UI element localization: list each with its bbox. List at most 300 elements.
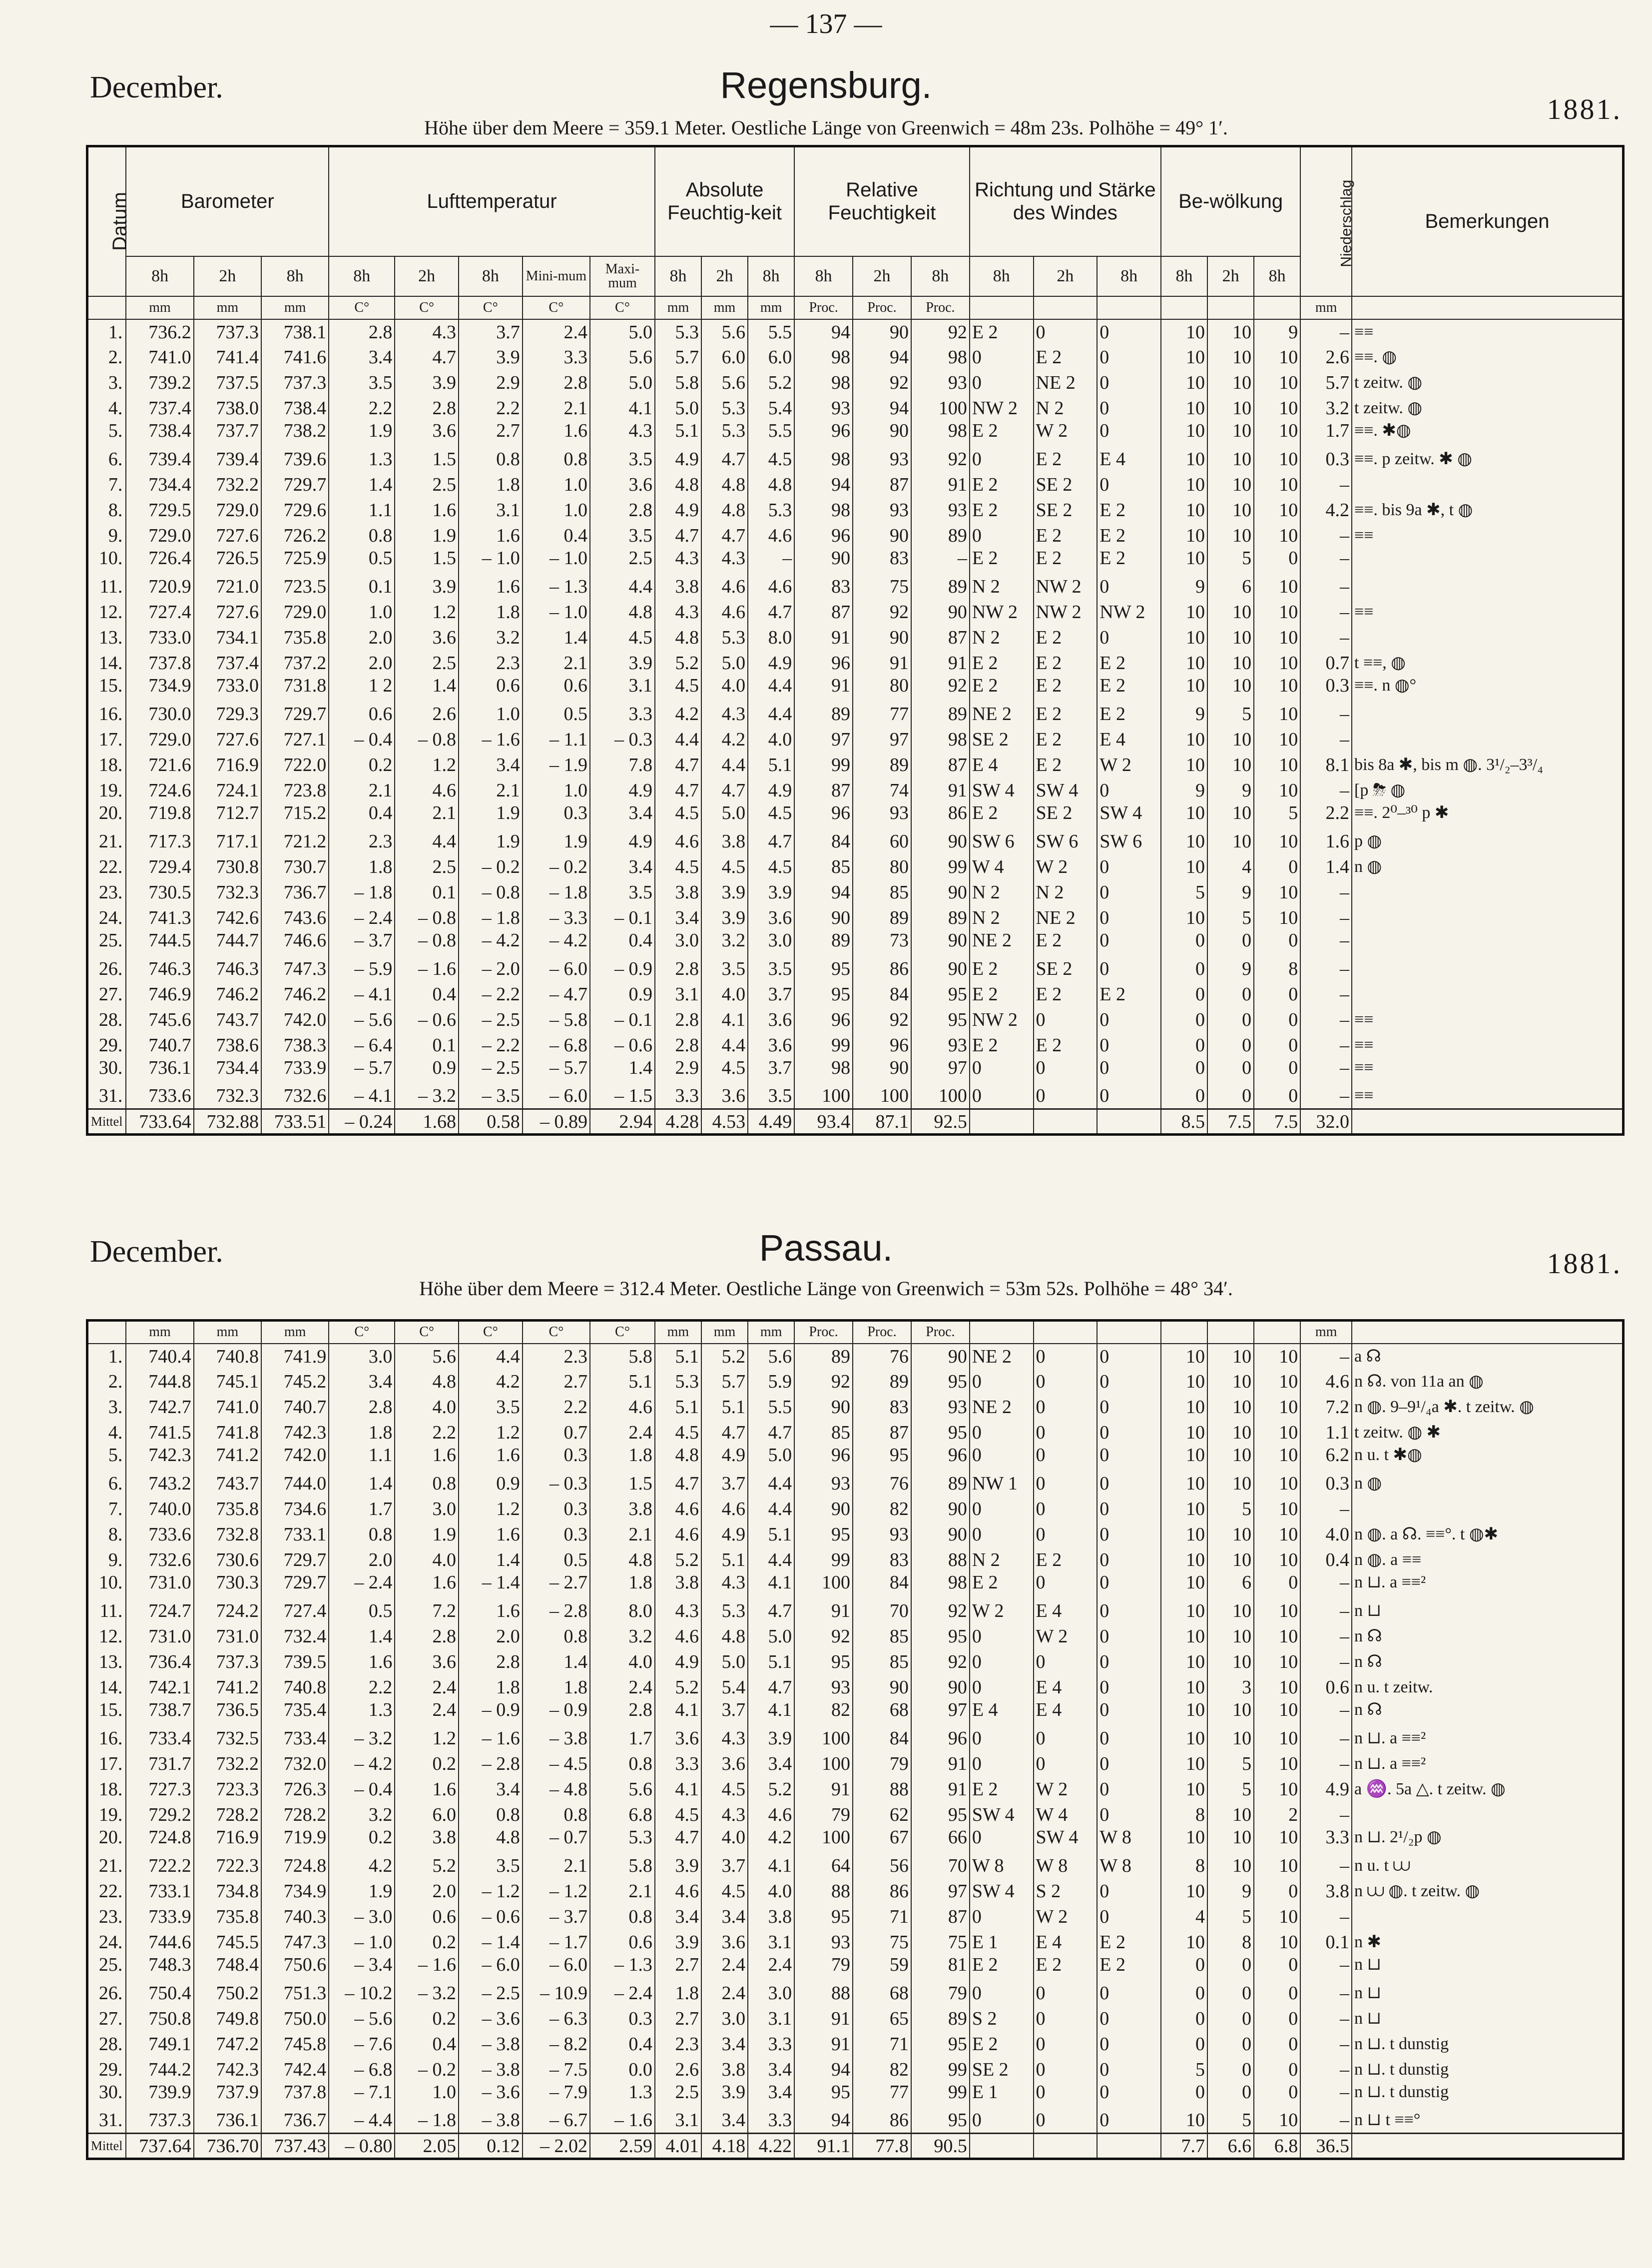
wind-cell: 0 [1097, 1598, 1161, 1624]
table-row [87, 1007, 1624, 1033]
value-cell: 3.6 [748, 1007, 794, 1033]
value-cell: 93 [794, 1471, 853, 1497]
value-cell: 5.0 [590, 319, 655, 345]
value-cell: 92 [853, 600, 911, 625]
value-cell: 5.2 [655, 651, 701, 676]
wind-cell: E 2 [1034, 676, 1098, 702]
value-cell: 10 [1254, 1522, 1300, 1547]
value-cell: 10 [1254, 600, 1300, 625]
value-cell: 4.7 [701, 1420, 748, 1446]
wind-cell: E 1 [970, 1930, 1034, 1955]
wind-cell: E 2 [1097, 676, 1161, 702]
value-cell: 4.8 [701, 1624, 748, 1649]
wind-cell: E 2 [970, 1033, 1034, 1058]
value-cell: 1.0 [395, 2083, 459, 2108]
day-cell: 24. [87, 1930, 126, 1955]
remark-cell: t zeitw. ◍ ✱ [1352, 1420, 1623, 1446]
value-cell: 1.6 [1300, 829, 1352, 854]
value-cell: 737.8 [261, 2083, 329, 2108]
remark-cell [1352, 549, 1623, 574]
value-cell: 5.8 [590, 1853, 655, 1879]
value-cell: 3.9 [395, 574, 459, 600]
value-cell: 4.01 [655, 2134, 701, 2159]
wind-cell: E 2 [1034, 651, 1098, 676]
table-row [87, 829, 1624, 854]
value-cell: 10 [1207, 498, 1254, 523]
table-row [87, 1777, 1624, 1802]
value-cell: 1.8 [459, 472, 523, 498]
value-cell: 2.0 [329, 651, 395, 676]
value-cell: 10 [1161, 854, 1207, 880]
value-cell: 2.7 [523, 1369, 590, 1395]
value-cell: 96 [794, 523, 853, 549]
value-cell: 728.2 [194, 1802, 261, 1828]
value-cell: 5 [1161, 880, 1207, 905]
value-cell: 4.5 [748, 803, 794, 829]
value-cell: 10 [1207, 803, 1254, 829]
value-cell: 727.6 [194, 523, 261, 549]
wind-cell: E 2 [1034, 727, 1098, 753]
value-cell: 716.9 [194, 753, 261, 778]
value-cell: 0 [1254, 1058, 1300, 1084]
value-cell: 4.3 [701, 549, 748, 574]
value-cell: 4.0 [748, 727, 794, 753]
value-cell: 739.5 [261, 1649, 329, 1675]
day-cell: 2. [87, 345, 126, 370]
value-cell: 4.4 [748, 676, 794, 702]
value-cell: 1.4 [395, 676, 459, 702]
day-cell: 7. [87, 472, 126, 498]
value-cell: 79 [794, 1802, 853, 1828]
value-cell: – [1300, 1624, 1352, 1649]
value-cell: 1.4 [590, 1058, 655, 1084]
value-cell: 100 [794, 1084, 853, 1109]
value-cell: 5.0 [701, 803, 748, 829]
value-cell: 77 [853, 2083, 911, 2108]
value-cell: 741.0 [194, 1395, 261, 1420]
value-cell: – 3.3 [523, 905, 590, 931]
value-cell: 10 [1254, 421, 1300, 447]
value-cell: 3.8 [655, 574, 701, 600]
wind-cell: E 4 [1097, 447, 1161, 472]
remark-cell: ≡≡ [1352, 1058, 1623, 1084]
value-cell: 2.4 [590, 1420, 655, 1446]
wind-cell: W 8 [1034, 1853, 1098, 1879]
value-cell: 86 [853, 2108, 911, 2134]
value-cell: 0 [1254, 1084, 1300, 1109]
value-cell: 10 [1254, 2108, 1300, 2134]
value-cell: 736.1 [126, 1058, 193, 1084]
table-row [87, 447, 1624, 472]
wind-cell: NW 1 [970, 1471, 1034, 1497]
value-cell: 0.3 [523, 1497, 590, 1522]
value-cell: 4.5 [655, 1420, 701, 1446]
value-cell: 741.6 [261, 345, 329, 370]
value-cell: 1.2 [395, 600, 459, 625]
value-cell: 93 [794, 1675, 853, 1700]
value-cell: 741.5 [126, 1420, 193, 1446]
value-cell: 3.6 [395, 421, 459, 447]
day-cell: 26. [87, 1981, 126, 2006]
value-cell: 0 [1161, 2006, 1207, 2032]
value-cell: 4.7 [655, 1828, 701, 1853]
value-cell: 85 [853, 1624, 911, 1649]
regensburg-table: Datum Barometer Lufttemperatur Absolute Feuchtig-keit Relative Feuchtigkeit Richtung und Stärke des Windes Be-wölkung Niederschlag Bemerkungen 8h 2h 8h 8h 2h 8h Mini-mum Maxi-mum 8h 2h 8h 8h 2h 8h 8h 2h 8h 8h 2h 8h mm mm mm C° C° C° C° C° mm mm mm Proc. Proc. Proc. mm 1. 736.2 737.3 738.1 2.8 4.3 3.7 2.4 5.0 5.3 5.6 5.5 94 90 92 E 2 0 0 10 10 9 – ≡≡ 2. 741.0 741.4 741.6 3.4 4.7 3.9 3.3 5.6 5.7 6.0 6.0 98 94 98 0 E 2 0 10 10 10 2.6 ≡≡. ◍ 3. 739.2 737.5 737.3 3.5 3.9 2.9 2.8 5.0 5.8 5.6 5.2 98 92 93 0 NE 2 0 10 10 10 5.7 t zeitw. ◍ 4. 737.4 738.0 738.4 2.2 2.8 2.2 2.1 4.1 5.0 5.3 5.4 93 94 100 NW 2 N 2 0 10 10 10 3.2 t zeitw. ◍ 5. 738.4 737.7 738.2 1.9 3.6 2.7 1.6 4.3 5.1 5.3 5.5 96 90 98 E 2 W 2 0 10 10 10 1.7 ≡≡. ✱◍ 6. 739.4 739.4 739.6 1.3 1.5 0.8 0.8 3.5 4.9 4.7 4.5 98 93 92 0 E 2 E 4 10 10 10 0.3 ≡≡. p zeitw. ✱ ◍ 7. 734.4 732.2 729.7 1.4 2.5 1.8 1.0 3.6 4.8 4.8 4.8 94 87 91 E 2 SE 2 0 10 10 10 – 8. 729.5 729.0 729.6 1.1 1.6 3.1 1.0 2.8 4.9 4.8 5.3 98 93 93 E 2 SE 2 E 2 10 10 10 4.2 ≡≡. bis 9a ✱, t ◍ 9. 729.0 727.6 726.2 0.8 1.9 1.6 0.4 3.5 4.7 4.7 4.6 96 90 89 0 E 2 E 2 10 10 10 – ≡≡ 10. 726.4 726.5 725.9 0.5 1.5 – 1.0 – 1.0 2.5 4.3 4.3 – 90 83 – E 2 E 2 E 2 10 5 0 – 11. 720.9 721.0 723.5 0.1 3.9 1.6 – 1.3 4.4 3.8 4.6 4.6 83 75 89 N 2 NW 2 0 9 6 10 – 12. 727.4 727.6 729.0 1.0 1.2 1.8 – 1.0 4.8 4.3 4.6 4.7 87 92 90 NW 2 NW 2 NW 2 10 10 10 – ≡≡ 13. 733.0 734.1 735.8 2.0 3.6 3.2 1.4 4.5 4.8 5.3 8.0 91 90 87 N 2 E 2 0 10 10 10 – 14. 737.8 737.4 737.2 2.0 2.5 2.3 2.1 3.9 5.2 5.0 4.9 96 91 91 E 2 E 2 E 2 10 10 10 0.7 t ≡≡, ◍ 15. 734.9 733.0 731.8 1 2 1.4 0.6 0.6 3.1 4.5 4.0 4.4 91 80 92 E 2 E 2 E 2 10 10 10 0.3 ≡≡. n ◍° 16. 730.0 729.3 729.7 0.6 2.6 1.0 0.5 3.3 4.2 4.3 4.4 89 77 89 NE 2 E 2 E 2 9 5 10 – 17. 729.0 727.6 727.1 – 0.4 – 0.8 – 1.6 – 1.1 – 0.3 4.4 4.2 4.0 97 97 98 SE 2 E 2 E 4 10 10 10 – 18. 721.6 716.9 722.0 0.2 1.2 3.4 – 1.9 7.8 4.7 4.4 5.1 99 89 87 E 4 E 2 W 2 10 10 10 8.1 bis 8a ✱, bis m ◍. 3¹/₂–3³/₄ 19. 724.6 724.1 723.8 2.1 4.6 2.1 1.0 4.9 4.7 4.7 4.9 87 74 91 SW 4 SW 4 0 9 9 10 – [p ⛈ ◍ 20. 719.8 712.7 715.2 0.4 2.1 1.9 0.3 3.4 4.5 5.0 4.5 96 93 86 E 2 SE 2 SW 4 10 10 5 2.2 ≡≡. 2⁰–³⁰ p ✱ 21. 717.3 717.1 721.2 2.3 4.4 1.9 1.9 4.9 4.6 3.8 4.7 84 60 90 SW 6 SW 6 SW 6 10 10 10 1.6 p ◍ 22. 729.4 730.8 730.7 1.8 2.5 – 0.2 – 0.2 3.4 4.5 4.5 4.5 85 80 99 W 4 W 2 0 10 4 0 1.4 n ◍ 23. 730.5 732.3 736.7 – 1.8 0.1 – 0.8 – 1.8 3.5 3.8 3.9 3.9 94 85 90 N 2 N 2 0 5 9 10 – 24. 741.3 742.6 743.6 – 2.4 – 0.8 – 1.8 – 3.3 – 0.1 3.4 3.9 3.6 90 89 89 N 2 NE 2 0 10 5 10 – 25. 744.5 744.7 746.6 – 3.7 – 0.8 – 4.2 – 4.2 0.4 3.0 3.2 3.0 89 73 90 NE 2 E 2 0 0 0 0 – 26. 746.3 746.3 747.3 – 5.9 – 1.6 – 2.0 – 6.0 – 0.9 2.8 3.5 3.5 95 86 90 E 2 SE 2 0 0 9 8 – 27. 746.9 746.2 746.2 – 4.1 0.4 – 2.2 – 4.7 0.9 3.1 4.0 3.7 95 84 95 E 2 E 2 E 2 0 0 0 – 28. 745.6 743.7 742.0 – 5.6 – 0.6 – 2.5 – 5.8 – 0.1 2.8 4.1 3.6 96 92 95 NW 2 0 0 0 0 0 – ≡≡ 29. 740.7 738.6 738.3 – 6.4 0.1 – 2.2 – 6.8 – 0.6 2.8 4.4 3.6 99 96 93 E 2 E 2 0 0 0 0 – ≡≡ 30. 736.1 734.4 733.9 – 5.7 0.9 – 2.5 – 5.7 1.4 2.9 4.5 3.7 98 90 97 0 0 0 0 0 0 – ≡≡ 31. 733.6 732.3 732.6 – 4.1 – 3.2 – 3.5 – 6.0 – 1.5 3.3 3.6 3.5 100 100 100 0 0 0 0 0 0 – ≡≡ Mittel 733.64 732.88 733.51 – 0.24 1.68 0.58 – 0.89 2.94 4.28 4.53 4.49 93.4 87.1 92.5 8.5 7.5 7.5 32.0 [86, 145, 1625, 1136]
wind-cell: 0 [1097, 1726, 1161, 1751]
value-cell: 4.4 [701, 1033, 748, 1058]
value-cell: – 3.8 [523, 1726, 590, 1751]
value-cell: 4.4 [590, 574, 655, 600]
value-cell: 3.9 [701, 2083, 748, 2108]
value-cell: 0.9 [459, 1471, 523, 1497]
value-cell: 749.8 [194, 2006, 261, 2032]
value-cell: 3.5 [329, 370, 395, 396]
value-cell: 1.6 [459, 1598, 523, 1624]
value-cell: 0 [1254, 2057, 1300, 2083]
value-cell: 6.0 [748, 345, 794, 370]
value-cell: 10 [1254, 880, 1300, 905]
value-cell: – [1300, 2057, 1352, 2083]
value-cell: 0.8 [459, 447, 523, 472]
value-cell: 91 [911, 778, 970, 803]
value-cell: 99 [911, 2057, 970, 2083]
value-cell: 4.5 [701, 1879, 748, 1904]
value-cell: – 3.7 [329, 931, 395, 956]
value-cell: 4.7 [748, 829, 794, 854]
value-cell: 740.4 [126, 1344, 193, 1369]
day-cell: 8. [87, 498, 126, 523]
value-cell: 737.4 [126, 396, 193, 421]
value-cell: – 1.6 [459, 1726, 523, 1751]
table-row [87, 676, 1624, 702]
value-cell: 736.7 [261, 2108, 329, 2134]
value-cell: 10 [1254, 905, 1300, 931]
value-cell: 4.8 [590, 600, 655, 625]
value-cell: 4.1 [590, 396, 655, 421]
value-cell: 10 [1207, 447, 1254, 472]
value-cell: 0.4 [1300, 1547, 1352, 1573]
value-cell: – 3.4 [329, 1955, 395, 1981]
value-cell: 747.3 [261, 1930, 329, 1955]
passau-meta: Höhe über dem Meere = 312.4 Meter. Oestliche Länge von Greenwich = 53m 52s. Polhöhe = 48° 34′. [419, 1277, 1233, 1300]
value-cell: – 0.3 [523, 1471, 590, 1497]
value-cell: 5.1 [701, 1547, 748, 1573]
value-cell: 100 [853, 1084, 911, 1109]
value-cell: 89 [794, 702, 853, 727]
value-cell: 729.0 [261, 600, 329, 625]
value-cell: 1.6 [459, 523, 523, 549]
table-row [87, 1649, 1624, 1675]
value-cell: – 2.4 [590, 1981, 655, 2006]
value-cell: – 0.9 [459, 1700, 523, 1726]
value-cell: 0.12 [459, 2134, 523, 2159]
value-cell: 4 [1161, 1904, 1207, 1930]
wind-cell: SE 2 [1034, 498, 1098, 523]
value-cell: 4.18 [701, 2134, 748, 2159]
value-cell: 746.3 [194, 956, 261, 982]
value-cell: 10 [1207, 1598, 1254, 1624]
table-row [87, 1879, 1624, 1904]
value-cell: – 10.9 [523, 1981, 590, 2006]
value-cell: 734.9 [126, 676, 193, 702]
value-cell: 3.0 [655, 931, 701, 956]
value-cell: 95 [911, 2108, 970, 2134]
value-cell: 86 [853, 1879, 911, 1904]
value-cell: 750.8 [126, 2006, 193, 2032]
value-cell: 3.8 [655, 880, 701, 905]
value-cell: 0.5 [329, 1598, 395, 1624]
value-cell: 93 [911, 498, 970, 523]
value-cell: 2.8 [329, 1395, 395, 1420]
value-cell: 732.8 [194, 1522, 261, 1547]
value-cell: 10 [1161, 1624, 1207, 1649]
value-cell: 3.7 [459, 319, 523, 345]
value-cell: – 7.1 [329, 2083, 395, 2108]
value-cell: 1.8 [329, 1420, 395, 1446]
value-cell: 4.6 [655, 829, 701, 854]
value-cell: 2.2 [395, 1420, 459, 1446]
remark-cell [1352, 931, 1623, 956]
unit-cell [1352, 1321, 1623, 1344]
wind-cell: N 2 [1034, 880, 1098, 905]
value-cell: 5.1 [701, 1395, 748, 1420]
value-cell: 5.8 [590, 1344, 655, 1369]
wind-cell: 0 [1034, 1497, 1098, 1522]
value-cell: 5.5 [748, 319, 794, 345]
value-cell: 2.0 [329, 1547, 395, 1573]
value-cell: 737.4 [194, 651, 261, 676]
value-cell: 2.3 [655, 2032, 701, 2057]
value-cell: 2.05 [395, 2134, 459, 2159]
remark-cell: ≡≡. bis 9a ✱, t ◍ [1352, 498, 1623, 523]
value-cell: 8 [1254, 956, 1300, 982]
passau-table [86, 1319, 1625, 2160]
value-cell: 3.5 [590, 880, 655, 905]
remark-cell: n ⊔. a ≡≡² [1352, 1751, 1623, 1777]
wind-cell: 0 [1097, 472, 1161, 498]
value-cell: 56 [853, 1853, 911, 1879]
table-row [87, 1497, 1624, 1522]
remark-cell: ≡≡. 2⁰–³⁰ p ✱ [1352, 803, 1623, 829]
value-cell: 5.0 [748, 1446, 794, 1471]
remark-cell: n ⊔. t dunstig [1352, 2057, 1623, 2083]
value-cell: 6.2 [1300, 1446, 1352, 1471]
value-cell: – 0.6 [395, 1007, 459, 1033]
datum-header: Datum [87, 146, 126, 296]
value-cell: 3.5 [590, 523, 655, 549]
value-cell: – 0.24 [329, 1109, 395, 1135]
wind-cell: 0 [1097, 1547, 1161, 1573]
value-cell: 0.8 [523, 447, 590, 472]
value-cell: 90 [911, 829, 970, 854]
value-cell: 724.6 [126, 778, 193, 803]
value-cell: 2.9 [655, 1058, 701, 1084]
wind-cell: 0 [970, 1084, 1034, 1109]
value-cell: 3.7 [748, 982, 794, 1007]
value-cell: 3.7 [701, 1853, 748, 1879]
value-cell: 738.4 [261, 396, 329, 421]
value-cell: 89 [911, 1471, 970, 1497]
passau-month: December. [90, 1235, 223, 1269]
value-cell: 6 [1207, 1573, 1254, 1598]
value-cell: 2.8 [655, 1007, 701, 1033]
value-cell: 1.7 [329, 1497, 395, 1522]
value-cell: 2.8 [329, 319, 395, 345]
value-cell: 10 [1161, 1547, 1207, 1573]
day-cell: 21. [87, 829, 126, 854]
value-cell: 10 [1161, 1395, 1207, 1420]
value-cell: 1.9 [329, 421, 395, 447]
value-cell: 5 [1207, 2108, 1254, 2134]
value-cell: 3.5 [459, 1395, 523, 1420]
wind-cell: 0 [970, 1904, 1034, 1930]
remark-cell: n ◍ [1352, 854, 1623, 880]
unit-cell [1207, 1321, 1254, 1344]
value-cell: 4.5 [655, 1802, 701, 1828]
value-cell: 10 [1254, 651, 1300, 676]
value-cell: – 2.2 [459, 1033, 523, 1058]
value-cell: 729.2 [126, 1802, 193, 1828]
unit-cell: mm [1300, 1321, 1352, 1344]
value-cell: 10 [1161, 727, 1207, 753]
value-cell: 10 [1254, 345, 1300, 370]
wind-cell: 0 [1097, 574, 1161, 600]
value-cell: 4.2 [748, 1828, 794, 1853]
unit-cell [87, 1321, 126, 1344]
value-cell: 92 [853, 370, 911, 396]
value-cell: 98 [794, 447, 853, 472]
value-cell: – 2.5 [459, 1058, 523, 1084]
value-cell: 93 [853, 803, 911, 829]
value-cell: 738.2 [261, 421, 329, 447]
value-cell: 5.3 [655, 1369, 701, 1395]
value-cell: 727.6 [194, 727, 261, 753]
value-cell: 3.9 [655, 1853, 701, 1879]
value-cell: 733.1 [126, 1879, 193, 1904]
value-cell: 721.6 [126, 753, 193, 778]
value-cell: 717.3 [126, 829, 193, 854]
remark-cell: t zeitw. ◍ [1352, 370, 1623, 396]
wind-cell: E 2 [1097, 702, 1161, 727]
wind-cell: 0 [1034, 1395, 1098, 1420]
value-cell: 83 [853, 549, 911, 574]
value-cell: 65 [853, 2006, 911, 2032]
value-cell: 1.2 [395, 1726, 459, 1751]
value-cell: 4.7 [655, 778, 701, 803]
value-cell: 2.8 [655, 1033, 701, 1058]
value-cell: 10 [1161, 1777, 1207, 1802]
value-cell: 4.8 [701, 498, 748, 523]
value-cell: – 0.6 [459, 1904, 523, 1930]
value-cell: 10 [1161, 523, 1207, 549]
value-cell: 731.8 [261, 676, 329, 702]
value-cell: 94 [794, 2057, 853, 2083]
value-cell: 2.5 [655, 2083, 701, 2108]
value-cell: 4.7 [701, 778, 748, 803]
regensburg-meta: Höhe über dem Meere = 359.1 Meter. Oestliche Länge von Greenwich = 48m 23s. Polhöhe = 49° 1′. [424, 116, 1228, 139]
value-cell: – [1300, 319, 1352, 345]
value-cell: 0.8 [590, 1751, 655, 1777]
wind-cell: 0 [1034, 1344, 1098, 1369]
wind-cell: SW 4 [1034, 778, 1098, 803]
wind-cell: E 2 [970, 1777, 1034, 1802]
value-cell: 6.0 [701, 345, 748, 370]
value-cell: 10 [1207, 1344, 1254, 1369]
remark-cell: ≡≡ [1352, 1007, 1623, 1033]
wind-cell: 0 [970, 1726, 1034, 1751]
day-cell: 1. [87, 1344, 126, 1369]
value-cell: 90 [794, 905, 853, 931]
value-cell: 98 [911, 345, 970, 370]
value-cell: 735.8 [194, 1904, 261, 1930]
value-cell: – [1300, 2006, 1352, 2032]
value-cell: 5.3 [590, 1828, 655, 1853]
value-cell: – 1.7 [523, 1930, 590, 1955]
value-cell: 3.1 [748, 1930, 794, 1955]
wind-cell: NE 2 [1034, 370, 1098, 396]
value-cell: 737.3 [194, 1649, 261, 1675]
wind-cell: E 2 [1034, 447, 1098, 472]
value-cell: 10 [1254, 1369, 1300, 1395]
remark-cell [1352, 1497, 1623, 1522]
value-cell: 0.9 [590, 982, 655, 1007]
value-cell: 4.5 [655, 676, 701, 702]
value-cell: 1.8 [655, 1981, 701, 2006]
value-cell: 10 [1161, 447, 1207, 472]
wind-cell: E 4 [970, 1700, 1034, 1726]
table-row [87, 1522, 1624, 1547]
day-cell: 6. [87, 1471, 126, 1497]
value-cell: 0.8 [590, 1904, 655, 1930]
value-cell: 10 [1254, 396, 1300, 421]
value-cell: 5.2 [701, 1344, 748, 1369]
value-cell: 2.1 [395, 803, 459, 829]
value-cell: – [1300, 727, 1352, 753]
remark-cell: ≡≡ [1352, 1033, 1623, 1058]
value-cell: 10 [1207, 523, 1254, 549]
value-cell: 4.9 [701, 1446, 748, 1471]
value-cell: 81 [911, 1955, 970, 1981]
value-cell: 5 [1207, 702, 1254, 727]
value-cell: 100 [911, 1084, 970, 1109]
remark-cell [1352, 702, 1623, 727]
value-cell: 4.4 [701, 753, 748, 778]
value-cell: 97 [853, 727, 911, 753]
value-cell: 4.53 [701, 1109, 748, 1135]
value-cell: 87 [911, 753, 970, 778]
wind-cell: SW 4 [970, 1802, 1034, 1828]
table-row [87, 600, 1624, 625]
value-cell: 0 [1207, 1007, 1254, 1033]
value-cell: 732.3 [194, 1084, 261, 1109]
value-cell: 737.64 [126, 2134, 193, 2159]
value-cell: 1.5 [395, 447, 459, 472]
value-cell: 740.8 [261, 1675, 329, 1700]
wind-cell: E 2 [1034, 345, 1098, 370]
value-cell: 1.9 [395, 523, 459, 549]
value-cell: 3.3 [1300, 1828, 1352, 1853]
value-cell: 750.6 [261, 1955, 329, 1981]
day-cell: 22. [87, 1879, 126, 1904]
value-cell: 743.7 [194, 1007, 261, 1033]
value-cell: 5.2 [655, 1547, 701, 1573]
rel-feucht-header: Relative Feuchtigkeit [794, 146, 970, 256]
value-cell: 89 [911, 2006, 970, 2032]
value-cell: 80 [853, 676, 911, 702]
value-cell: 2.4 [395, 1675, 459, 1700]
value-cell: 2.3 [459, 651, 523, 676]
value-cell: 4.5 [748, 854, 794, 880]
